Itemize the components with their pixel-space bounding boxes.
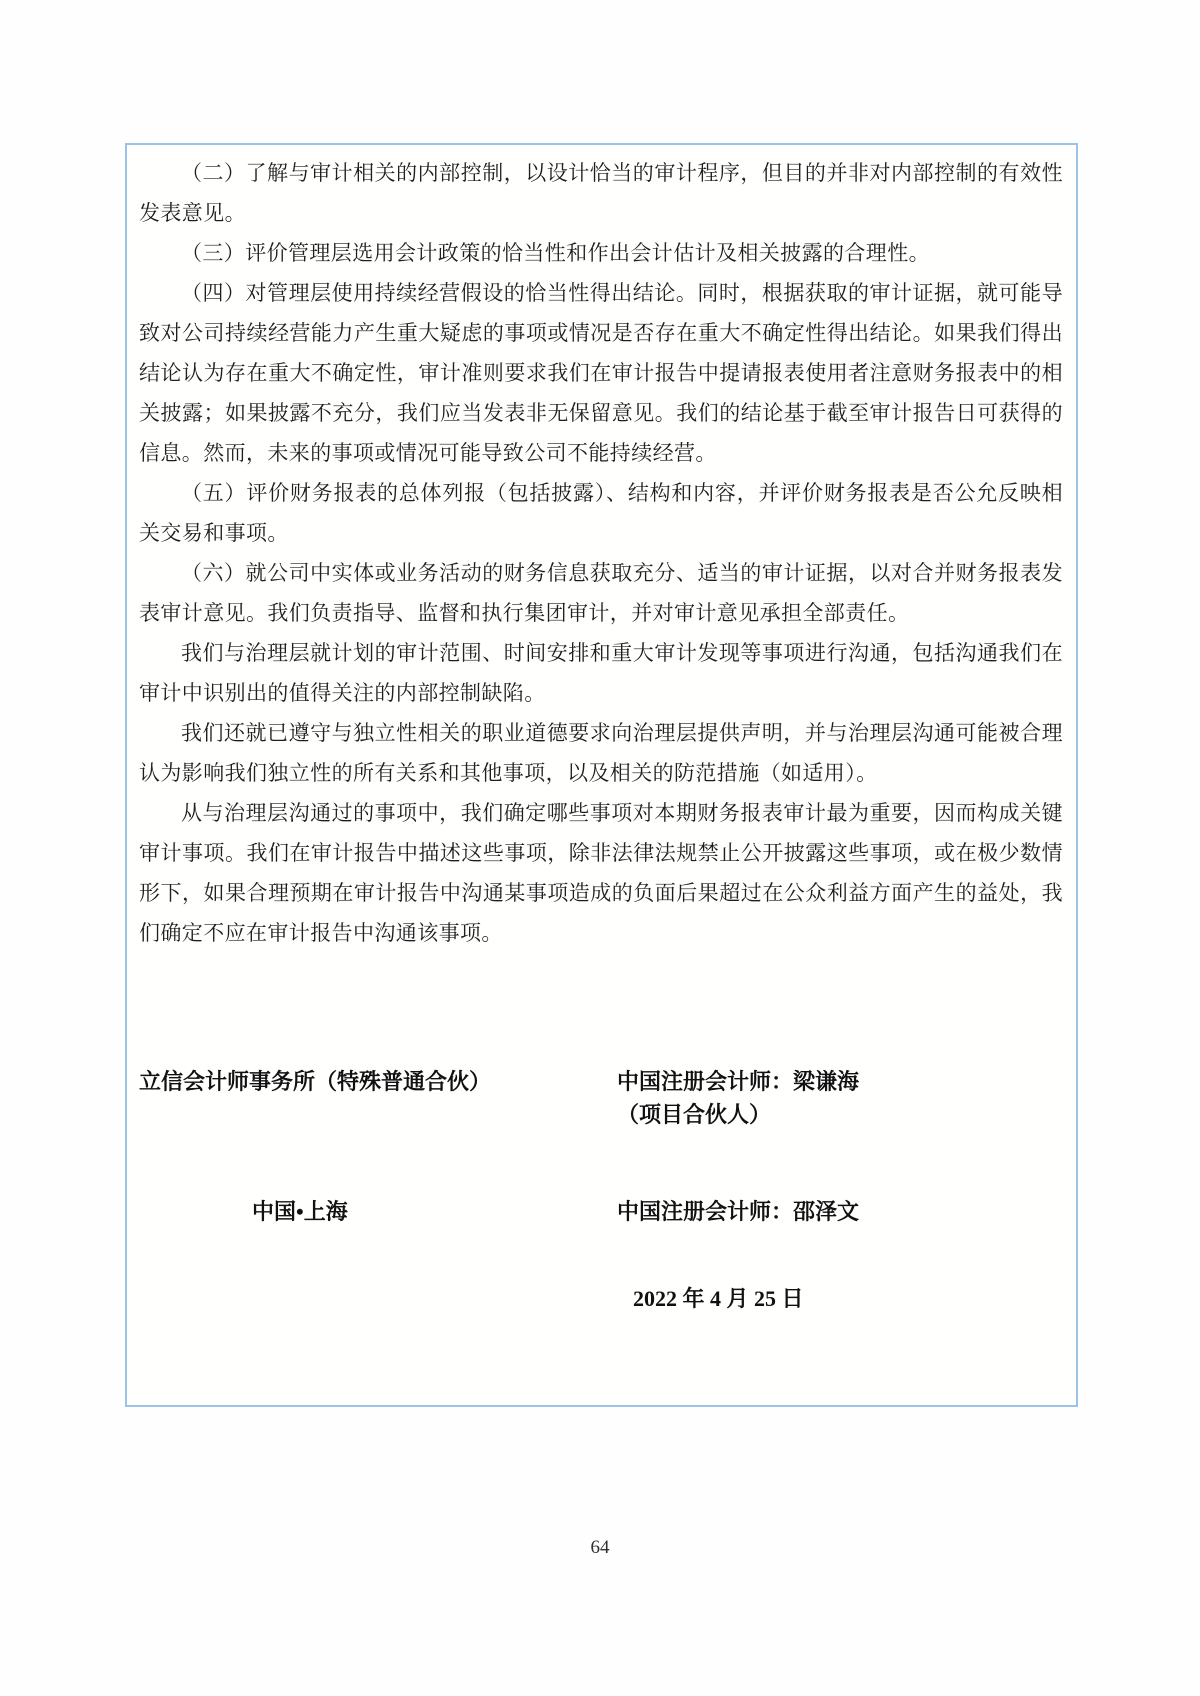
signature-cpa1-name: 中国注册会计师：梁谦海 — [617, 1069, 860, 1094]
body-paragraph: （六）就公司中实体或业务活动的财务信息获取充分、适当的审计证据，以对合并财务报表发表审计意见。我们负责指导、监督和执行集团审计，并对审计意见承担全部责任。 — [139, 561, 1063, 625]
body-paragraph: （五）评价财务报表的总体列报（包括披露）、结构和内容，并评价财务报表是否公允反映相关交易和事项。 — [139, 481, 1063, 545]
signature-firm-name: 立信会计师事务所（特殊普通合伙） — [139, 1069, 492, 1094]
signature-cpa2-name: 中国注册会计师：邵泽文 — [617, 1199, 860, 1224]
body-paragraph: 我们与治理层就计划的审计范围、时间安排和重大审计发现等事项进行沟通，包括沟通我们在审计中识别出的值得关注的内部控制缺陷。 — [139, 641, 1063, 705]
page-number: 64 — [590, 1537, 610, 1558]
signature-cpa1-block — [617, 1065, 1063, 1131]
body-paragraph: （二）了解与审计相关的内部控制，以设计恰当的审计程序，但目的并非对内部控制的有效性发表意见。 — [139, 161, 1063, 225]
body-paragraph: 从与治理层沟通过的事项中，我们确定哪些事项对本期财务报表审计最为重要，因而构成关键审计事项。我们在审计报告中描述这些事项，除非法律法规禁止公开披露这些事项，或在极少数情形下，如果合理预期在审计报告中沟通某事项造成的负面后果超过在公众利益方面产生的益处，我们确定不应在审计报告中沟通该事项。 — [139, 801, 1063, 945]
body-paragraph: 我们还就已遵守与独立性相关的职业道德要求向治理层提供声明，并与治理层沟通可能被合理认为影响我们独立性的所有关系和其他事项，以及相关的防范措施（如适用）。 — [139, 721, 1063, 785]
signature-location: 中国•上海 — [252, 1199, 348, 1224]
signature-row-date — [139, 1282, 1063, 1313]
body-paragraph: （三）评价管理层选用会计政策的恰当性和作出会计估计及相关披露的合理性。 — [181, 241, 930, 265]
body-paragraph: （四）对管理层使用持续经营假设的恰当性得出结论。同时，根据获取的审计证据，就可能导致对公司持续经营能力产生重大疑虑的事项或情况是否存在重大不确定性得出结论。如果我们得出结论认为存在重大不确定性，审计准则要求我们在审计报告中提请报表使用者注意财务报表中的相关披露；如果披露不充分，我们应当发表非无保留意见。我们的结论基于截至审计报告日可获得的信息。然而，未来的事项或情况可能导致公司不能持续经营。 — [139, 281, 1063, 465]
signature-row-firm — [139, 1065, 1063, 1131]
signature-date: 2022 年 4 月 25 日 — [633, 1286, 804, 1311]
signature-cpa1-role: （项目合伙人） — [617, 1102, 772, 1127]
signature-block — [139, 1065, 1063, 1313]
signature-row-location — [139, 1195, 1063, 1226]
audit-report-body — [139, 153, 1063, 953]
audit-report-border-box — [125, 143, 1078, 1407]
